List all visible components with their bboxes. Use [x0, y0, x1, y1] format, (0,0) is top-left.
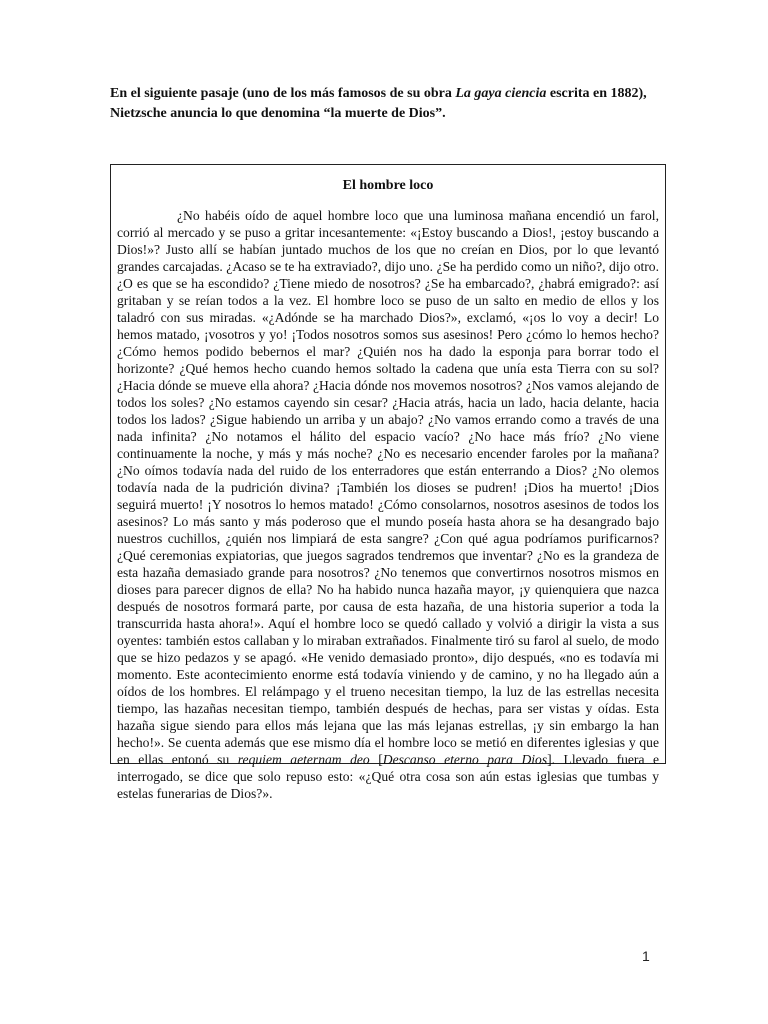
latin-translation: Descanso eterno para Dios	[382, 752, 548, 767]
latin-phrase: requiem aeternam deo	[237, 752, 370, 767]
bracket-open: [	[369, 752, 383, 767]
page-number: 1	[642, 948, 650, 964]
passage-end-text: ]. Llevado fuera e interrogado, se dice que solo repuso esto: «¿Qué otra cosa son aún estas iglesias que tumbas y estelas funerarias de Dios?».	[117, 752, 659, 801]
passage-body	[117, 207, 659, 802]
book-title: La gaya ciencia	[455, 86, 547, 101]
intro-paragraph	[110, 84, 662, 124]
intro-text-end: escrita en 1882), Nietzsche anuncia lo que denomina “la muerte de Dios”.	[110, 86, 647, 121]
passage-main-text: ¿No habéis oído de aquel hombre loco que una luminosa mañana encendió un farol, corrió al mercado y se puso a gritar incesantemente: «¡Estoy buscando a Dios!, ¡estoy buscando a Dios!»? Justo allí se habían juntado muchos de los que no creían en Dios, por lo que levantó grandes carcajadas. ¿Acaso se te ha extraviado?, dijo uno. ¿Se ha perdido como un niño?, dijo otro. ¿O es que se ha escondido? ¿Tiene miedo de nosotros? ¿Se ha embarcado?, ¿habrá emigrado?: así gritaban y se reían todos a la vez. El hombre loco se puso de un salto en medio de ellos y los taladró con sus miradas. «¿Adónde se ha marchado Dios?», exclamó, «¡os lo voy a decir! Lo hemos matado, ¡vosotros y yo! ¡Todos nosotros somos sus asesinos! Pero ¿cómo lo hemos hecho? ¿Cómo hemos podido bebernos el mar? ¿Quién nos ha dado la esponja para borrar todo el horizonte? ¿Qué hemos hecho cuando hemos soltado la cadena que unía esta Tierra con su sol? ¿Hacia dónde se mueve ella ahora? ¿Hacia dónde nos movemos nosotros? ¿Nos vamos alejando de todos los soles? ¿No estamos cayendo sin cesar? ¿Hacia atrás, hacia un lado, hacia delante, hacia todos los lados? ¿Sigue habiendo un arriba y un abajo? ¿No vamos errando como a través de una nada infinita? ¿No notamos el hálito del espacio vacío? ¿No hace más frío? ¿No viene continuamente la noche, y más y más noche? ¿No es necesario encender faroles por la mañana? ¿No oímos todavía nada del ruido de los enterradores que están enterrando a Dios? ¿No olemos todavía nada de la pudrición divina? ¡También los dioses se pudren! ¡Dios ha muerto! ¡Dios seguirá muerto! ¡Y nosotros lo hemos matado! ¿Cómo consolarnos, nosotros asesinos de todos los asesinos? Lo más santo y más poderoso que el mundo poseía hasta ahora se ha desangrado bajo nuestros cuchillos, ¿quién nos limpiará de esta sangre? ¿Con qué agua podríamos purificarnos? ¿Qué ceremonias expiatorias, que juegos sagrados tendremos que inventar? ¿No es la grandeza de esta hazaña demasiado grande para nosotros? ¿No tenemos que convertirnos nosotros mismos en dioses para parecer dignos de ella? No ha habido nunca hazaña mayor, ¡y quienquiera que nazca después de nosotros formará parte, por causa de esta hazaña, de una historia superior a toda la transcurrida hasta ahora!». Aquí el hombre loco se quedó callado y volvió a dirigir la vista a sus oyentes: también estos callaban y lo miraban extrañados. Finalmente tiró su farol al suelo, de modo que se hizo pedazos y se apagó. «He venido demasiado pronto», dijo después, «no es todavía mi momento. Este acontecimiento enorme está todavía viniendo y de camino, y no ha llegado aún a oídos de los hombres. El relámpago y el trueno necesitan tiempo, la luz de las estrellas necesita tiempo, las hazañas necesitan tiempo, también después de hechas, para ser vistas y oídas. Esta hazaña sigue siendo para ellos más lejana que las más lejanas estrellas, ¡y sin embargo la han hecho!». Se cuenta además que ese mismo día el hombre loco se metió en diferentes iglesias y que en ellas entonó su	[117, 208, 659, 767]
quote-box	[110, 164, 666, 801]
intro-text-start: En el siguiente pasaje (uno de los más famosos de su obra	[110, 86, 456, 101]
passage-title: El hombre loco	[342, 178, 434, 193]
